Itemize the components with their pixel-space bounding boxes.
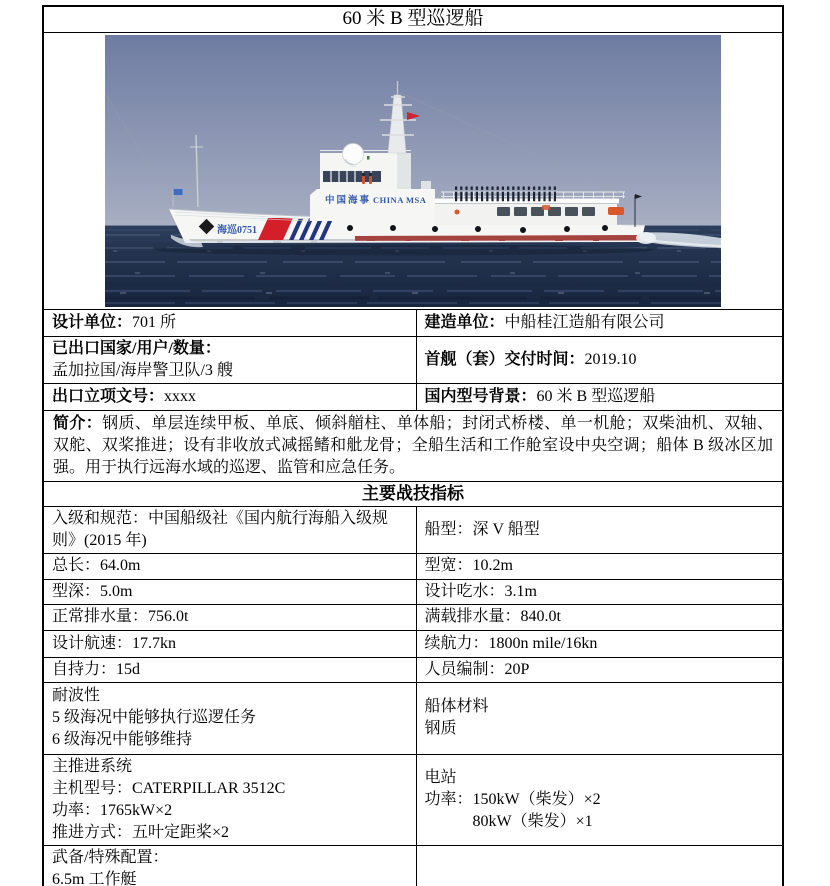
domestic-model-label: 国内型号背景： <box>424 387 537 405</box>
spec-row-depth <box>43 579 783 604</box>
radome <box>343 144 364 165</box>
hull-number-text: 海巡0751 <box>217 225 257 236</box>
seakeeping-line-2: 5 级海况中能够执行巡逻任务 <box>52 709 257 726</box>
cell-design-draft <box>416 579 783 604</box>
crew-deck-roof <box>435 199 619 204</box>
cell-domestic-model <box>416 383 783 410</box>
design-unit-value: 701 所 <box>132 313 177 331</box>
hull-material-line-1: 船体材料 <box>424 698 489 715</box>
cell-depth <box>43 579 416 604</box>
depth-text: 型深：5.0m <box>52 582 133 600</box>
armament-line-2: 6.5m 工作艇 <box>52 870 137 886</box>
cell-hull-form <box>416 506 783 553</box>
builder-label: 建造单位： <box>424 313 505 331</box>
roof-fitting <box>367 156 370 160</box>
cell-beam <box>416 553 783 579</box>
cell-design-unit <box>43 309 416 336</box>
export-doc-no-value: xxxx <box>164 387 197 405</box>
rescue-boat <box>608 207 624 215</box>
bow-flag-blue <box>174 189 183 195</box>
exported-label: 已出口国家/用户/数量： <box>52 339 221 357</box>
propulsion-line-3: 功率：1765kW×2 <box>52 801 173 819</box>
life-raft <box>542 205 550 210</box>
first-delivery-label: 首舰（套）交付时间： <box>424 350 585 368</box>
info-row-3 <box>43 383 783 410</box>
boot-stripe <box>355 235 641 241</box>
class-rule-text: 入级和规范：中国船级社《国内航行海船入级规则》(2015 年) <box>52 509 389 549</box>
spec-row-autonomy <box>43 657 783 682</box>
design-speed-text: 设计航速：17.7kn <box>52 634 177 652</box>
brand-text-en: CHINA MSA <box>373 195 427 205</box>
cell-length-overall <box>43 553 416 579</box>
cell-normal-displacement <box>43 604 416 630</box>
domestic-model-value: 60 米 B 型巡逻船 <box>536 387 656 405</box>
spec-table <box>42 5 784 886</box>
spec-row-propulsion <box>43 754 783 845</box>
seakeeping-line-1: 耐波性 <box>52 687 101 704</box>
brand-text-cn: 中国海事 <box>325 196 372 206</box>
beam-text: 型宽：10.2m <box>424 557 513 574</box>
spec-row-seakeeping <box>43 682 783 754</box>
cell-first-delivery <box>416 336 783 383</box>
propulsion-line-1: 主推进系统 <box>52 757 133 775</box>
cell-power-station <box>416 754 783 845</box>
ship-reflection <box>155 245 655 256</box>
cell-hull-material <box>416 682 783 754</box>
info-row-1 <box>43 309 783 336</box>
design-unit-label: 设计单位： <box>52 313 133 331</box>
cell-builder <box>416 309 783 336</box>
intro-label: 简介： <box>53 414 103 432</box>
exported-value: 孟加拉国/海岸警卫队/3 艘 <box>52 361 233 379</box>
info-row-2 <box>43 336 783 383</box>
bridge-windows <box>323 171 381 182</box>
builder-value: 中船桂江造船有限公司 <box>504 313 665 331</box>
spec-row-armament <box>43 845 783 886</box>
deck-vent <box>421 181 431 189</box>
ship-photo <box>105 35 721 307</box>
cell-crew-complement <box>416 657 783 682</box>
cell-propulsion <box>43 754 416 845</box>
length-overall-text: 总长：64.0m <box>52 557 141 574</box>
endurance-range-text: 续航力：1800n mile/16kn <box>424 634 598 652</box>
intro-row <box>43 410 783 481</box>
spec-row-speed <box>43 630 783 657</box>
propulsion-line-2: 主机型号：CATERPILLAR 3512C <box>52 779 286 797</box>
normal-displacement-text: 正常排水量：756.0t <box>52 608 189 625</box>
first-delivery-value: 2019.10 <box>584 350 637 368</box>
hull-form-text: 船型：深 V 船型 <box>424 520 540 538</box>
cell-seakeeping <box>43 682 416 754</box>
cell-endurance-range <box>416 630 783 657</box>
cell-class-rule <box>43 506 416 553</box>
cell-intro <box>43 410 783 481</box>
title-row <box>43 6 783 32</box>
crew-complement-text: 人员编制：20P <box>424 660 530 678</box>
cell-armament <box>43 845 416 886</box>
full-displacement-text: 满载排水量：840.0t <box>424 608 561 625</box>
design-draft-text: 设计吃水：3.1m <box>424 582 537 600</box>
doc-title: 60 米 B 型巡逻船 <box>43 6 783 32</box>
waterline-foam <box>187 241 639 242</box>
life-ring <box>455 210 460 215</box>
cell-armament-empty <box>416 845 783 886</box>
cell-full-displacement <box>416 604 783 630</box>
spec-row-length <box>43 553 783 579</box>
section-header-row <box>43 481 783 506</box>
cell-design-speed <box>43 630 416 657</box>
export-doc-no-label: 出口立项文号： <box>52 387 165 405</box>
propulsion-line-4: 推进方式：五叶定距桨×2 <box>52 823 230 841</box>
hull-material-line-2: 钢质 <box>424 720 457 737</box>
photo-row <box>43 32 783 309</box>
spec-row-class-rule <box>43 506 783 553</box>
spec-row-displacement <box>43 604 783 630</box>
cell-export-doc-no <box>43 383 416 410</box>
cell-exported <box>43 336 416 383</box>
ship-photo-cell <box>43 32 783 309</box>
section-header: 主要战技指标 <box>43 481 783 506</box>
seakeeping-line-3: 6 级海况中能够维持 <box>52 731 193 748</box>
power-station-line-2: 功率：150kW（柴发）×2 <box>424 790 601 808</box>
intro-text: 钢质、单层连续甲板、单底、倾斜艏柱、单体船；封闭式桥楼、单一机舱；双柴油机、双轴、双舵、双桨推进；设有非收放式减摇鳍和舭龙骨；全船生活和工作舱室设中央空调；船体 B 级冰区加强。用于执行远海水域的巡逻、监管和应急任务。 <box>53 414 773 476</box>
power-station-line-1: 电站 <box>424 768 457 786</box>
armament-line-1: 武备/特殊配置： <box>52 848 169 866</box>
autonomy-text: 自持力：15d <box>52 660 141 678</box>
bridge-side-shade <box>397 153 411 189</box>
power-station-line-3: 80kW（柴发）×1 <box>472 812 593 830</box>
cell-autonomy <box>43 657 416 682</box>
